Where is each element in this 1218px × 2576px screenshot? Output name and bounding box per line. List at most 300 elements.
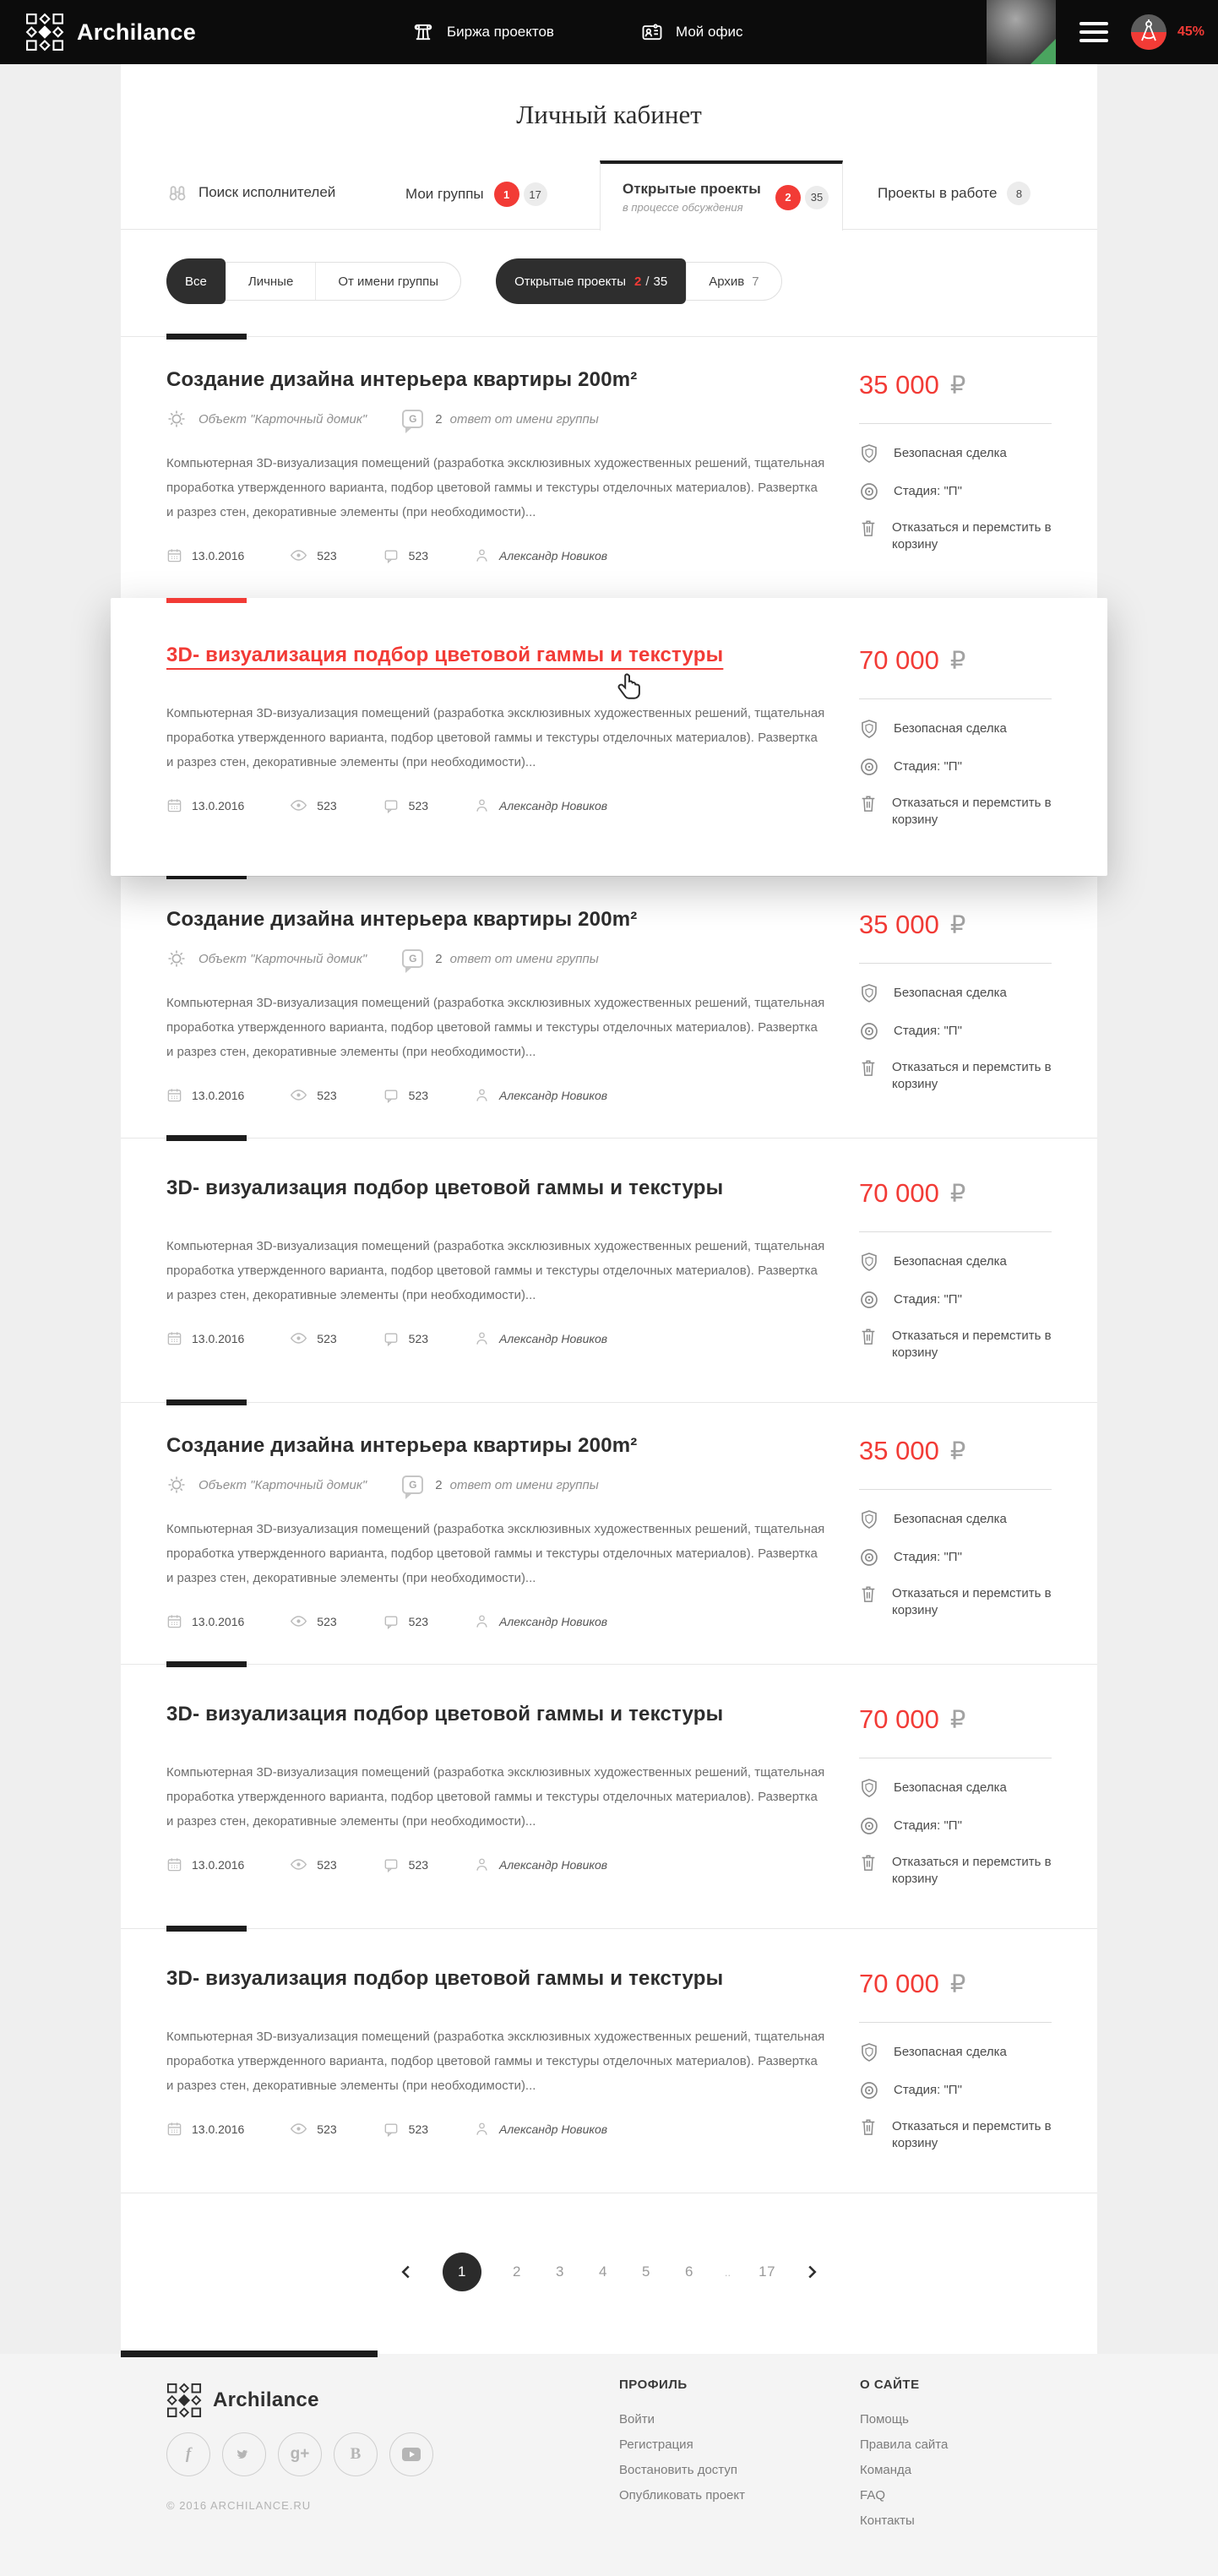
comments-count: 523 xyxy=(408,2122,429,2136)
target-icon xyxy=(859,481,879,502)
date-item xyxy=(166,1330,244,1346)
nav-my-office[interactable] xyxy=(640,0,742,64)
author-name: Александр Новиков xyxy=(499,1331,608,1345)
facebook-icon[interactable]: f xyxy=(166,2432,210,2476)
date-item xyxy=(166,1087,244,1103)
top-bar xyxy=(0,0,1218,64)
project-title-link[interactable]: 3D- визуализация подбор цветовой гаммы и текстуры xyxy=(166,1177,724,1199)
project-title-link[interactable]: 3D- визуализация подбор цветовой гаммы и текстуры xyxy=(166,644,724,666)
stage-item xyxy=(859,1291,1052,1310)
page-ellipsis: .. xyxy=(724,2265,731,2279)
nav-project-exchange[interactable] xyxy=(411,0,554,64)
comment-icon xyxy=(383,797,400,814)
group-reply-label: ответ от имени группы xyxy=(449,1477,599,1492)
safe-deal-label: Безопасная сделка xyxy=(894,1780,1007,1795)
views-item xyxy=(290,1086,336,1104)
id-card-icon xyxy=(640,20,664,44)
author-name: Александр Новиков xyxy=(499,1088,608,1102)
target-icon xyxy=(859,1547,879,1568)
card-side-panel xyxy=(859,1703,1052,1888)
ruble-sign: ₽ xyxy=(949,1437,966,1465)
calendar-icon xyxy=(166,1330,182,1346)
eye-icon xyxy=(290,1612,307,1630)
stage-label: Стадия: "П" xyxy=(894,1292,962,1307)
comment-icon xyxy=(383,1856,400,1873)
price-value: 35 000 xyxy=(859,1436,939,1465)
footer-link-register[interactable]: Регистрация xyxy=(619,2437,693,2452)
ruble-sign: ₽ xyxy=(949,910,966,939)
comment-icon xyxy=(383,2121,400,2138)
card-meta-footer xyxy=(166,2120,825,2138)
target-icon xyxy=(859,757,879,777)
safe-deal-label: Безопасная сделка xyxy=(894,2045,1007,2059)
safe-deal-label: Безопасная сделка xyxy=(894,446,1007,460)
card-meta-row xyxy=(166,948,825,969)
project-card xyxy=(121,336,1097,598)
side-divider xyxy=(859,2022,1052,2023)
page-number[interactable]: 1 xyxy=(443,2253,481,2291)
stage-label: Стадия: "П" xyxy=(894,2083,962,2097)
page-number[interactable]: 2 xyxy=(512,2264,521,2280)
card-side-panel xyxy=(859,908,1052,1104)
footer-link-site-rules[interactable]: Правила сайта xyxy=(860,2437,949,2452)
side-divider xyxy=(859,698,1052,699)
twitter-icon[interactable] xyxy=(222,2432,266,2476)
project-card xyxy=(121,876,1097,1138)
views-item xyxy=(290,796,336,814)
card-meta-row xyxy=(166,1475,825,1495)
side-divider xyxy=(859,1489,1052,1490)
project-card xyxy=(121,1928,1097,2193)
author-item[interactable] xyxy=(474,1856,607,1872)
person-icon xyxy=(474,1087,490,1103)
brand-name: Archilance xyxy=(77,19,197,45)
footer-brand-name: Archilance xyxy=(213,2389,319,2411)
open-new-count: 2 xyxy=(633,274,642,289)
filter-all[interactable]: Все xyxy=(166,258,226,304)
card-meta-row xyxy=(166,409,825,429)
calendar-icon xyxy=(166,1613,182,1629)
group-reply-count: 2 xyxy=(435,1477,443,1492)
archilance-logo-icon xyxy=(25,13,64,52)
project-date: 13.0.2016 xyxy=(192,1331,245,1345)
date-item xyxy=(166,1856,244,1872)
author-item[interactable] xyxy=(474,547,607,563)
page-footer xyxy=(0,2354,1218,2576)
shield-icon xyxy=(859,2042,879,2064)
total-count-badge: 35 xyxy=(805,186,829,209)
behance-icon[interactable]: B xyxy=(334,2432,378,2476)
date-item xyxy=(166,1613,244,1629)
page-number[interactable]: 4 xyxy=(598,2264,607,2280)
price-value: 35 000 xyxy=(859,910,939,939)
safe-deal-label: Безопасная сделка xyxy=(894,721,1007,736)
author-item[interactable] xyxy=(474,1330,607,1346)
side-divider xyxy=(859,423,1052,424)
project-title-link[interactable]: Создание дизайна интерьера квартиры 200m² xyxy=(166,368,638,391)
comment-icon xyxy=(383,1613,400,1630)
project-title-link[interactable]: Создание дизайна интерьера квартиры 200m² xyxy=(166,1434,638,1457)
target-icon xyxy=(859,1816,879,1836)
project-date: 13.0.2016 xyxy=(192,1614,245,1628)
price-value: 70 000 xyxy=(859,645,939,675)
project-card xyxy=(111,598,1107,876)
person-icon xyxy=(474,547,490,563)
price-value: 70 000 xyxy=(859,1969,939,1998)
safe-deal-label: Безопасная сделка xyxy=(894,986,1007,1000)
project-title-link[interactable]: Создание дизайна интерьера квартиры 200m² xyxy=(166,908,638,931)
views-count: 523 xyxy=(317,1857,337,1872)
ruble-sign: ₽ xyxy=(949,1179,966,1208)
comments-item xyxy=(383,1330,428,1347)
stage-label: Стадия: "П" xyxy=(894,1818,962,1833)
tab-label: Проекты в работе xyxy=(878,185,998,201)
project-price xyxy=(859,370,1052,400)
project-date: 13.0.2016 xyxy=(192,1088,245,1102)
project-price xyxy=(859,1704,1052,1735)
discard-to-trash-button[interactable] xyxy=(859,795,1052,829)
filter-archive[interactable]: Архив 7 xyxy=(686,263,780,300)
nav-label: Биржа проектов xyxy=(447,24,554,40)
discard-label: Отказаться и перемстить в корзину xyxy=(892,520,1052,552)
author-name: Александр Новиков xyxy=(499,798,608,812)
discard-label: Отказаться и перемстить в корзину xyxy=(892,1329,1052,1360)
card-divider xyxy=(121,1928,1097,1929)
author-item[interactable] xyxy=(474,1087,607,1103)
project-price xyxy=(859,1969,1052,1999)
bank-column-icon xyxy=(411,20,435,44)
tab-label: Мои группы xyxy=(405,186,484,202)
shield-icon xyxy=(859,719,879,741)
tab-open-projects-active[interactable] xyxy=(600,160,843,231)
new-count-badge: 1 xyxy=(494,182,519,207)
eye-icon xyxy=(290,1086,307,1104)
discard-to-trash-button[interactable] xyxy=(859,519,1052,553)
project-price xyxy=(859,1436,1052,1466)
filter-open-projects[interactable]: Открытые проекты 2 / 35 xyxy=(496,258,686,304)
stage-item xyxy=(859,483,1052,502)
card-dash xyxy=(166,1135,247,1141)
trash-icon xyxy=(859,1584,878,1604)
project-description: Компьютерная 3D-визуализация помещений (разработка эксклюзивных художественных решений, тщательная проработка утвержденного варианта, подбор цветовой гаммы и текстуры отделочных материалов). Развертка и разрез стен, декоративные элементы (при необходимости)... xyxy=(166,706,825,769)
project-description: Компьютерная 3D-визуализация помещений (разработка эксклюзивных художественных решений, тщательная проработка утвержденного варианта, подбор цветовой гаммы и текстуры отделочных материалов). Развертка и разрез стен, декоративные элементы (при необходимости)... xyxy=(166,2030,825,2093)
tab-my-groups[interactable] xyxy=(405,182,547,207)
card-side-panel xyxy=(859,1177,1052,1361)
project-date: 13.0.2016 xyxy=(192,2122,245,2136)
stage-item xyxy=(859,1549,1052,1568)
gear-icon xyxy=(166,1475,187,1495)
footer-column-title: О САЙТЕ xyxy=(860,2378,920,2392)
views-count: 523 xyxy=(317,2122,337,2136)
stage-item xyxy=(859,2082,1052,2100)
author-name: Александр Новиков xyxy=(499,548,608,562)
views-count: 523 xyxy=(317,1088,337,1102)
trash-icon xyxy=(859,518,878,538)
trash-icon xyxy=(859,2117,878,2137)
card-side-panel xyxy=(859,1967,1052,2152)
total-count-badge: 17 xyxy=(524,182,547,206)
menu-icon[interactable] xyxy=(1079,22,1108,42)
user-avatar[interactable] xyxy=(987,0,1056,64)
card-divider xyxy=(121,1138,1097,1139)
ruble-sign: ₽ xyxy=(949,646,966,675)
card-dash xyxy=(166,334,247,340)
author-name: Александр Новиков xyxy=(499,1857,608,1872)
project-description: Компьютерная 3D-визуализация помещений (разработка эксклюзивных художественных решений, тщательная проработка утвержденного варианта, подбор цветовой гаммы и текстуры отделочных материалов). Развертка и разрез стен, декоративные элементы (при необходимости)... xyxy=(166,1765,825,1829)
group-reply-icon: G xyxy=(402,1475,423,1494)
card-side-panel xyxy=(859,1434,1052,1630)
gear-icon xyxy=(166,948,187,969)
discard-label: Отказаться и перемстить в корзину xyxy=(892,1586,1052,1617)
project-description: Компьютерная 3D-визуализация помещений (разработка эксклюзивных художественных решений, тщательная проработка утвержденного варианта, подбор цветовой гаммы и текстуры отделочных материалов). Развертка и разрез стен, декоративные элементы (при необходимости)... xyxy=(166,1522,825,1585)
target-icon xyxy=(859,2080,879,2100)
safe-deal-label: Безопасная сделка xyxy=(894,1512,1007,1526)
safe-deal-label: Безопасная сделка xyxy=(894,1254,1007,1269)
page-number[interactable]: 3 xyxy=(555,2264,564,2280)
project-date: 13.0.2016 xyxy=(192,798,245,812)
card-dash xyxy=(166,1399,247,1405)
views-item xyxy=(290,546,336,564)
comments-item xyxy=(383,547,428,564)
nav-label: Мой офис xyxy=(676,24,743,40)
card-side-panel xyxy=(859,368,1052,564)
google-plus-icon[interactable]: g+ xyxy=(278,2432,322,2476)
target-icon xyxy=(859,1290,879,1310)
side-divider xyxy=(859,963,1052,964)
author-item[interactable] xyxy=(474,2121,607,2137)
card-divider xyxy=(121,1402,1097,1403)
tab-label: Поиск исполнителей xyxy=(198,184,336,200)
project-date: 13.0.2016 xyxy=(192,1857,245,1872)
safe-deal-item xyxy=(859,1511,1052,1531)
comments-item xyxy=(383,1856,428,1873)
group-reply-count: 2 xyxy=(435,951,443,966)
comments-count: 523 xyxy=(408,548,429,562)
pagination xyxy=(121,2193,1097,2354)
profile-progress-badge[interactable] xyxy=(1130,14,1167,51)
comments-item xyxy=(383,1613,428,1630)
discard-label: Отказаться и перемстить в корзину xyxy=(892,2119,1052,2150)
calendar-icon xyxy=(166,797,182,813)
group-reply-count: 2 xyxy=(435,411,443,427)
discard-label: Отказаться и перемстить в корзину xyxy=(892,796,1052,827)
status-filter xyxy=(496,262,782,301)
project-description: Компьютерная 3D-визуализация помещений (разработка эксклюзивных художественных решений, тщательная проработка утвержденного варианта, подбор цветовой гаммы и текстуры отделочных материалов). Развертка и разрез стен, декоративные элементы (при необходимости)... xyxy=(166,996,825,1059)
person-icon xyxy=(474,1330,490,1346)
views-item xyxy=(290,1329,336,1347)
author-item[interactable] xyxy=(474,797,607,813)
page-number[interactable]: 6 xyxy=(684,2264,693,2280)
filter-personal[interactable]: Личные xyxy=(226,263,315,300)
trash-icon xyxy=(859,793,878,813)
page-number[interactable]: 5 xyxy=(641,2264,650,2280)
project-title-link[interactable]: 3D- визуализация подбор цветовой гаммы и текстуры xyxy=(166,1703,724,1725)
date-item xyxy=(166,547,244,563)
author-name: Александр Новиков xyxy=(499,1614,608,1628)
new-count-badge: 2 xyxy=(775,185,801,210)
tab-label: Открытые проекты xyxy=(623,181,761,197)
card-divider xyxy=(121,876,1097,877)
trash-icon xyxy=(859,1852,878,1872)
ruble-sign: ₽ xyxy=(949,1970,966,1998)
group-reply-icon: G xyxy=(402,949,423,968)
safe-deal-item xyxy=(859,985,1052,1005)
footer-link-publish-project[interactable]: Опубликовать проект xyxy=(619,2488,745,2503)
project-price xyxy=(859,645,1052,676)
stage-label: Стадия: "П" xyxy=(894,484,962,498)
footer-link-restore-access[interactable]: Востановить доступ xyxy=(619,2463,737,2477)
page-number[interactable]: 17 xyxy=(759,2264,776,2280)
author-item[interactable] xyxy=(474,1613,607,1629)
card-meta-footer xyxy=(166,1856,825,1873)
calendar-icon xyxy=(166,1856,182,1872)
copyright: © 2016 ARCHILANCE.RU xyxy=(166,2499,312,2512)
group-reply-icon: G xyxy=(402,410,423,428)
safe-deal-item xyxy=(859,1780,1052,1800)
tab-sublabel: в процессе обсуждения xyxy=(623,201,743,214)
comment-icon xyxy=(383,547,400,564)
tab-projects-in-progress[interactable] xyxy=(878,182,1030,205)
comments-count: 523 xyxy=(408,1331,429,1345)
tab-search-performers[interactable] xyxy=(166,182,335,204)
comment-icon xyxy=(383,1087,400,1104)
footer-column-about xyxy=(860,2378,948,2528)
card-dash xyxy=(166,598,247,603)
social-links xyxy=(166,2432,433,2476)
calendar-icon xyxy=(166,2121,182,2137)
comments-count: 523 xyxy=(408,1088,429,1102)
footer-link-help[interactable]: Помощь xyxy=(860,2412,909,2427)
safe-deal-item xyxy=(859,445,1052,465)
comments-count: 523 xyxy=(408,798,429,812)
discard-to-trash-button[interactable] xyxy=(859,2118,1052,2152)
card-divider xyxy=(121,1664,1097,1665)
price-value: 35 000 xyxy=(859,370,939,399)
shield-icon xyxy=(859,1509,879,1531)
trash-icon xyxy=(859,1057,878,1078)
author-name: Александр Новиков xyxy=(499,2122,608,2136)
person-icon xyxy=(474,797,490,813)
card-dash xyxy=(166,1661,247,1667)
comments-count: 523 xyxy=(408,1857,429,1872)
date-item xyxy=(166,797,244,813)
stage-label: Стадия: "П" xyxy=(894,1550,962,1564)
project-date: 13.0.2016 xyxy=(192,548,245,562)
discard-to-trash-button[interactable] xyxy=(859,1585,1052,1619)
footer-column-title: ПРОФИЛЬ xyxy=(619,2378,688,2392)
price-value: 70 000 xyxy=(859,1178,939,1208)
comments-item xyxy=(383,1087,428,1104)
header-logo[interactable] xyxy=(25,13,196,52)
views-item xyxy=(290,2120,336,2138)
filter-on-behalf-of-group[interactable]: От имени группы xyxy=(315,263,460,300)
archilance-logo-icon xyxy=(166,2383,202,2418)
card-meta-footer xyxy=(166,1086,825,1104)
project-price xyxy=(859,1178,1052,1209)
shield-icon xyxy=(859,1252,879,1274)
group-reply-label: ответ от имени группы xyxy=(449,951,599,966)
stage-label: Стадия: "П" xyxy=(894,1024,962,1038)
footer-link-contacts[interactable]: Контакты xyxy=(860,2514,915,2528)
views-count: 523 xyxy=(317,1331,337,1345)
side-divider xyxy=(859,1231,1052,1232)
project-object-label: Объект "Карточный домик" xyxy=(198,951,367,966)
person-icon xyxy=(474,1613,490,1629)
eye-icon xyxy=(290,1329,307,1347)
main-container xyxy=(121,64,1097,2354)
shield-icon xyxy=(859,983,879,1005)
prev-page-button[interactable] xyxy=(397,2261,415,2283)
project-title-link[interactable]: 3D- визуализация подбор цветовой гаммы и текстуры xyxy=(166,1967,724,1990)
date-item xyxy=(166,2121,244,2137)
project-card xyxy=(121,1402,1097,1664)
footer-logo[interactable] xyxy=(166,2383,319,2418)
card-meta-footer xyxy=(166,546,825,564)
views-count: 523 xyxy=(317,798,337,812)
page-title: Личный кабинет xyxy=(516,100,702,129)
stage-item xyxy=(859,758,1052,777)
shield-icon xyxy=(859,1778,879,1800)
project-object-label: Объект "Карточный домик" xyxy=(198,411,367,427)
tabs-bar xyxy=(121,160,1097,230)
footer-link-team[interactable]: Команда xyxy=(860,2463,912,2477)
calendar-icon xyxy=(166,547,182,563)
views-item xyxy=(290,1856,336,1873)
gear-icon xyxy=(166,409,187,429)
price-value: 70 000 xyxy=(859,1704,939,1734)
project-card xyxy=(121,1664,1097,1928)
views-count: 523 xyxy=(317,1614,337,1628)
stage-item xyxy=(859,1023,1052,1041)
target-icon xyxy=(859,1021,879,1041)
trash-icon xyxy=(859,1326,878,1346)
ownership-filter xyxy=(166,262,461,301)
safe-deal-item xyxy=(859,1253,1052,1274)
eye-icon xyxy=(290,1856,307,1873)
comment-icon xyxy=(383,1330,400,1347)
project-card xyxy=(121,1138,1097,1402)
calendar-icon xyxy=(166,1087,182,1103)
comments-count: 523 xyxy=(408,1614,429,1628)
card-dash xyxy=(166,1926,247,1932)
views-count: 523 xyxy=(317,548,337,562)
next-page-button[interactable] xyxy=(803,2261,821,2283)
eye-icon xyxy=(290,2120,307,2138)
ruble-sign: ₽ xyxy=(949,1705,966,1734)
card-meta-footer xyxy=(166,796,825,814)
discard-label: Отказаться и перемстить в корзину xyxy=(892,1060,1052,1091)
ruble-sign: ₽ xyxy=(949,371,966,399)
discard-to-trash-button[interactable] xyxy=(859,1854,1052,1888)
footer-link-faq[interactable]: FAQ xyxy=(860,2488,886,2503)
project-description: Компьютерная 3D-визуализация помещений (разработка эксклюзивных художественных решений, тщательная проработка утвержденного варианта, подбор цветовой гаммы и текстуры отделочных материалов). Развертка и разрез стен, декоративные элементы (при необходимости)... xyxy=(166,1239,825,1302)
discard-to-trash-button[interactable] xyxy=(859,1328,1052,1361)
open-total-count: 35 xyxy=(653,274,668,289)
filters-row xyxy=(166,262,1097,301)
project-object-label: Объект "Карточный домик" xyxy=(198,1477,367,1492)
archive-count: 7 xyxy=(752,274,759,289)
youtube-icon[interactable] xyxy=(389,2432,433,2476)
eye-icon xyxy=(290,546,307,564)
comments-item xyxy=(383,2121,428,2138)
discard-to-trash-button[interactable] xyxy=(859,1059,1052,1093)
total-count-badge: 8 xyxy=(1007,182,1030,205)
footer-link-login[interactable]: Войти xyxy=(619,2412,655,2427)
discard-label: Отказаться и перемстить в корзину xyxy=(892,1855,1052,1886)
profile-progress-percent: 45% xyxy=(1177,24,1205,39)
safe-deal-item xyxy=(859,2044,1052,2064)
group-reply-label: ответ от имени группы xyxy=(449,411,599,427)
